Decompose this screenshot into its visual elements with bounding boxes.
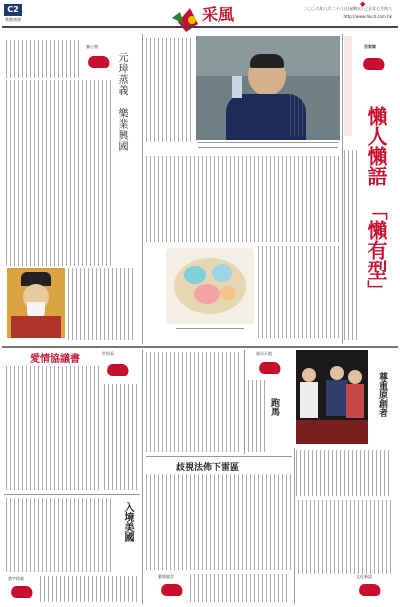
left-column-text-bottom (68, 268, 136, 340)
masthead-brand: ◆ (360, 0, 366, 8)
america-rule (4, 494, 140, 495)
col-rule-1 (142, 34, 143, 344)
horse-title: 跑馬 (269, 398, 279, 416)
craft-photo-caption (176, 328, 244, 333)
left-column-title: 元璋蒸義 樂業興國 (116, 52, 127, 152)
masthead-date: 二〇〇九年八月二十八日(星期五) 己丑年七月初八 (303, 6, 392, 11)
america-text (6, 498, 114, 572)
law-text (146, 474, 292, 570)
america-logo (8, 582, 36, 602)
bottom-right-logo (356, 580, 384, 600)
feature-headline-b: 「懶有型」 (364, 200, 388, 300)
feature-intro-box (344, 36, 352, 136)
left-column-logo (85, 52, 113, 72)
feature-column-logo (360, 54, 388, 74)
america-title: 入境美國 (122, 502, 133, 542)
left-column-author-tag: 養心齋 (86, 44, 98, 49)
bottom-mid-tag: 藝壇風雲 (158, 574, 174, 579)
law-rule (146, 456, 292, 457)
center-text-body (146, 156, 340, 242)
masthead-logo (168, 2, 238, 36)
center-top-text-left (146, 38, 192, 142)
right-column-text (344, 150, 360, 340)
law-title: 歧視法佈下雷區 (176, 463, 240, 473)
craft-flowers-photo (166, 248, 254, 324)
love-agreement-title: 愛情協議書 (30, 354, 80, 365)
portrait-painting (7, 268, 65, 338)
section-small-label: 香港商報 (5, 17, 21, 22)
love-column-logo (104, 360, 132, 380)
feature-photo-caption (198, 142, 338, 152)
left-column-text-top (6, 40, 82, 78)
col-rule-2 (342, 34, 343, 344)
masthead-web: http://www.hkcd.com.hk (343, 14, 392, 19)
horse-column-logo (256, 358, 284, 378)
stage-photo-performers (296, 350, 368, 444)
feature-intro-text (290, 80, 340, 136)
center-bottom-text (146, 352, 242, 452)
america-tag: 寰宇探索 (8, 576, 24, 581)
bottom-mid-logo (158, 580, 186, 600)
page-number-badge: C2 (4, 4, 22, 16)
feature-headline-a: 懶人懶語 (364, 106, 388, 186)
horse-column-tag: 風采天地 (256, 351, 272, 356)
center-text-side (258, 246, 340, 338)
horse-text (248, 380, 266, 452)
respect-creator-title: 尊重原創者 (377, 372, 387, 417)
bottom-mid-text (190, 574, 290, 602)
love-agreement-text (6, 366, 100, 490)
masthead-title: 采風 (202, 5, 235, 24)
america-text-2 (40, 576, 138, 602)
respect-creator-text (296, 450, 392, 496)
love-agreement-text-2 (104, 384, 140, 490)
col-rule-5 (294, 448, 295, 604)
bottom-right-tag: 文化新語 (356, 574, 372, 579)
feature-column-name: 百家談 (364, 44, 376, 49)
left-column-text (6, 80, 112, 266)
love-logo-tag: 世情看 (102, 351, 114, 356)
col-rule-4 (244, 350, 245, 454)
masthead-rule (2, 26, 398, 28)
bottom-right-text (298, 500, 392, 574)
mid-rule (2, 346, 398, 348)
col-rule-3 (142, 350, 143, 604)
